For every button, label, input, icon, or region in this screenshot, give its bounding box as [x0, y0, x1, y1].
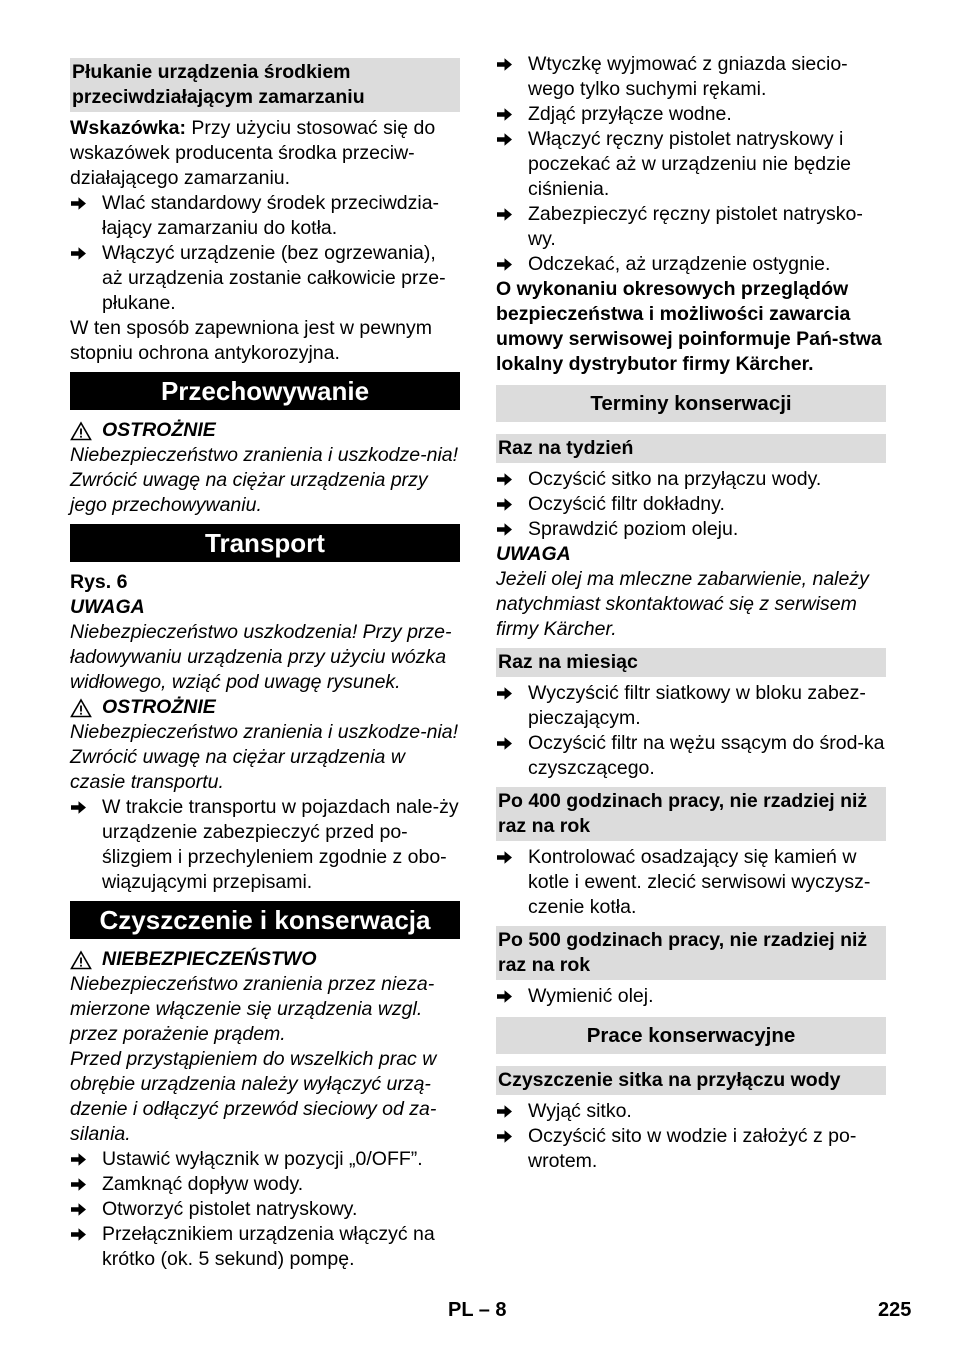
list-item-text: Otworzyć pistolet natryskowy.: [102, 1198, 358, 1220]
danger-text-2: Przed przystąpieniem do wszelkich prac w obrębie urządzenia należy wyłączyć urzą-dzenie i odłączyć przewód sieciowy od za-silania.: [70, 1048, 437, 1145]
arrow-right-icon: [496, 52, 528, 102]
heading-maintenance-work: Prace konserwacyjne: [496, 1017, 886, 1054]
transport-uwaga-text: Niebezpieczeństwo uszkodzenia! Przy prze-ładowywaniu urządzenia przy użyciu wózka widłowego, wziąć pod uwagę rysunek.: [70, 621, 452, 693]
heading-transport: Transport: [70, 524, 460, 562]
service-note: O wykonaniu okresowych przeglądów bezpieczeństwa i możliwości zawarcia umowy serwisowej poinformuje Pań-stwa lokalny dystrybutor firmy Kärcher.: [496, 278, 882, 375]
arrow-right-icon: [70, 191, 102, 241]
list-item-text: W trakcie transportu w pojazdach nale-ży urządzenie zabezpieczyć przed po-ślizgiem i przechyleniem zgodnie z obo-wiązującymi przepisami.: [102, 796, 459, 893]
subheading-monthly: Raz na miesiąc: [496, 648, 886, 677]
section-title-antifreeze: Płukanie urządzenia środkiem przeciwdziałającym zamarzaniu: [70, 58, 460, 112]
heading-cleaning: Czyszczenie i konserwacja: [70, 901, 460, 939]
list-item-text: Wlać standardowy środek przeciwdzia-łający zamarzaniu do kotła.: [102, 192, 440, 239]
note-text: Przy użyciu stosować się do wskazówek producenta środka przeciw-działającego zamarzaniu.: [70, 117, 436, 189]
list-item: [496, 252, 886, 277]
sieve-steps: [496, 1099, 886, 1174]
weekly-uwaga-label: UWAGA: [496, 543, 571, 565]
list-item: [496, 845, 886, 920]
list-item: [496, 1124, 886, 1174]
arrow-right-icon: [496, 845, 528, 920]
antifreeze-steps: [70, 191, 460, 316]
heading-maintenance-schedule: Terminy konserwacji: [496, 385, 886, 422]
list-item: [70, 1197, 460, 1222]
arrow-right-icon: [496, 681, 528, 731]
list-item-text: Włączyć urządzenie (bez ogrzewania), aż urządzenia zostanie całkowicie prze-płukane.: [102, 242, 446, 314]
transport-warning-text: Niebezpieczeństwo zranienia i uszkodze-nia! Zwrócić uwagę na ciężar urządzenia w czasie transportu.: [70, 721, 459, 793]
arrow-right-icon: [496, 984, 528, 1009]
monthly-steps: [496, 681, 886, 781]
list-item-text: Przełącznikiem urządzenia włączyć na krótko (ok. 5 sekund) pompę.: [102, 1223, 435, 1270]
transport-warning-label: [70, 695, 460, 720]
list-item-text: Włączyć ręczny pistolet natryskowy i poczekać aż w urządzeniu nie będzie ciśnienia.: [528, 128, 852, 200]
list-item-text: Zabezpieczyć ręczny pistolet natrysko-wy.: [528, 203, 863, 250]
list-item: [496, 102, 886, 127]
arrow-right-icon: [496, 492, 528, 517]
list-item: [496, 127, 886, 202]
steps-400-hours: [496, 845, 886, 920]
list-item-text: Wyczyścić filtr siatkowy w bloku zabez-pieczającym.: [528, 682, 866, 729]
note-paragraph: [70, 116, 460, 191]
list-item-text: Oczyścić sitko na przyłączu wody.: [528, 468, 822, 490]
danger-text-1: Niebezpieczeństwo zranienia przez nieza-mierzone włączenie się urządzenia wzgl. przez porażenie prądem.: [70, 973, 435, 1045]
list-item-text: Kontrolować osadzający się kamień w kotle i ewent. zlecić serwisowi wyczysz-czenie kotła.: [528, 846, 871, 918]
list-item-text: Oczyścić filtr na wężu ssącym do środ-ka czyszczącego.: [528, 732, 885, 779]
footer-language-page: PL – 8: [448, 1299, 507, 1321]
list-item: [496, 731, 886, 781]
list-item: [496, 517, 886, 542]
list-item-text: Wyjąć sitko.: [528, 1100, 632, 1122]
footer-page-number: 225: [878, 1299, 912, 1321]
list-item: [70, 1222, 460, 1272]
list-item-text: Zamknąć dopływ wody.: [102, 1173, 304, 1195]
list-item: [70, 191, 460, 241]
list-item: [496, 492, 886, 517]
list-item: [70, 795, 460, 895]
cleaning-steps-continued: [496, 52, 886, 277]
arrow-right-icon: [496, 102, 528, 127]
list-item: [496, 202, 886, 252]
cleaning-steps: [70, 1147, 460, 1272]
arrow-right-icon: [496, 252, 528, 277]
arrow-right-icon: [70, 795, 102, 895]
arrow-right-icon: [70, 1222, 102, 1272]
warning-triangle-icon: [70, 421, 92, 441]
subheading-500-hours: Po 500 godzinach pracy, nie rzadziej niż raz na rok: [496, 926, 886, 980]
transport-steps: [70, 795, 460, 895]
arrow-right-icon: [496, 731, 528, 781]
warning-triangle-icon: [70, 698, 92, 718]
list-item-text: Sprawdzić poziom oleju.: [528, 518, 739, 540]
storage-warning-text: Niebezpieczeństwo zranienia i uszkodze-nia! Zwrócić uwagę na ciężar urządzenia przy jego przechowywaniu.: [70, 444, 459, 516]
left-column: [70, 52, 460, 1272]
list-item: [496, 984, 886, 1009]
arrow-right-icon: [70, 1197, 102, 1222]
subheading-sieve-cleaning: Czyszczenie sitka na przyłączu wody: [496, 1066, 886, 1095]
list-item-text: Oczyścić sito w wodzie i założyć z po-wrotem.: [528, 1125, 857, 1172]
right-column: [496, 52, 886, 1174]
arrow-right-icon: [496, 467, 528, 492]
arrow-right-icon: [70, 1147, 102, 1172]
arrow-right-icon: [496, 202, 528, 252]
list-item-text: Ustawić wyłącznik w pozycji „0/OFF”.: [102, 1148, 423, 1170]
list-item: [496, 681, 886, 731]
subheading-400-hours: Po 400 godzinach pracy, nie rzadziej niż raz na rok: [496, 787, 886, 841]
storage-warning-label-text: OSTROŻNIE: [102, 419, 216, 441]
arrow-right-icon: [496, 517, 528, 542]
weekly-steps: [496, 467, 886, 542]
list-item-text: Odczekać, aż urządzenie ostygnie.: [528, 253, 831, 275]
list-item-text: Oczyścić filtr dokładny.: [528, 493, 725, 515]
steps-500-hours: [496, 984, 886, 1009]
list-item: [496, 52, 886, 102]
arrow-right-icon: [70, 241, 102, 316]
heading-storage: Przechowywanie: [70, 372, 460, 410]
storage-warning-label: [70, 418, 460, 443]
list-item: [70, 1172, 460, 1197]
list-item: [496, 467, 886, 492]
list-item: [496, 1099, 886, 1124]
list-item-text: Wymienić olej.: [528, 985, 654, 1007]
list-item-text: Wtyczkę wyjmować z gniazda siecio-wego tylko suchymi rękami.: [528, 53, 848, 100]
transport-uwaga-label: UWAGA: [70, 596, 145, 618]
note-label: Wskazówka:: [70, 117, 186, 139]
transport-figure-ref: Rys. 6: [70, 571, 128, 593]
arrow-right-icon: [70, 1172, 102, 1197]
subheading-weekly: Raz na tydzień: [496, 434, 886, 463]
danger-label: [70, 947, 460, 972]
transport-warning-label-text: OSTROŻNIE: [102, 696, 216, 718]
danger-label-text: NIEBEZPIECZEŃSTWO: [102, 948, 317, 970]
antifreeze-closing: W ten sposób zapewniona jest w pewnym stopniu ochrona antykorozyjna.: [70, 317, 433, 364]
list-item-text: Zdjąć przyłącze wodne.: [528, 103, 732, 125]
arrow-right-icon: [496, 127, 528, 202]
arrow-right-icon: [496, 1124, 528, 1174]
arrow-right-icon: [496, 1099, 528, 1124]
list-item: [70, 1147, 460, 1172]
list-item: [70, 241, 460, 316]
warning-triangle-icon: [70, 950, 92, 970]
weekly-uwaga-text: Jeżeli olej ma mleczne zabarwienie, należy natychmiast skontaktować się z serwisem firmy Kärcher.: [496, 568, 869, 640]
